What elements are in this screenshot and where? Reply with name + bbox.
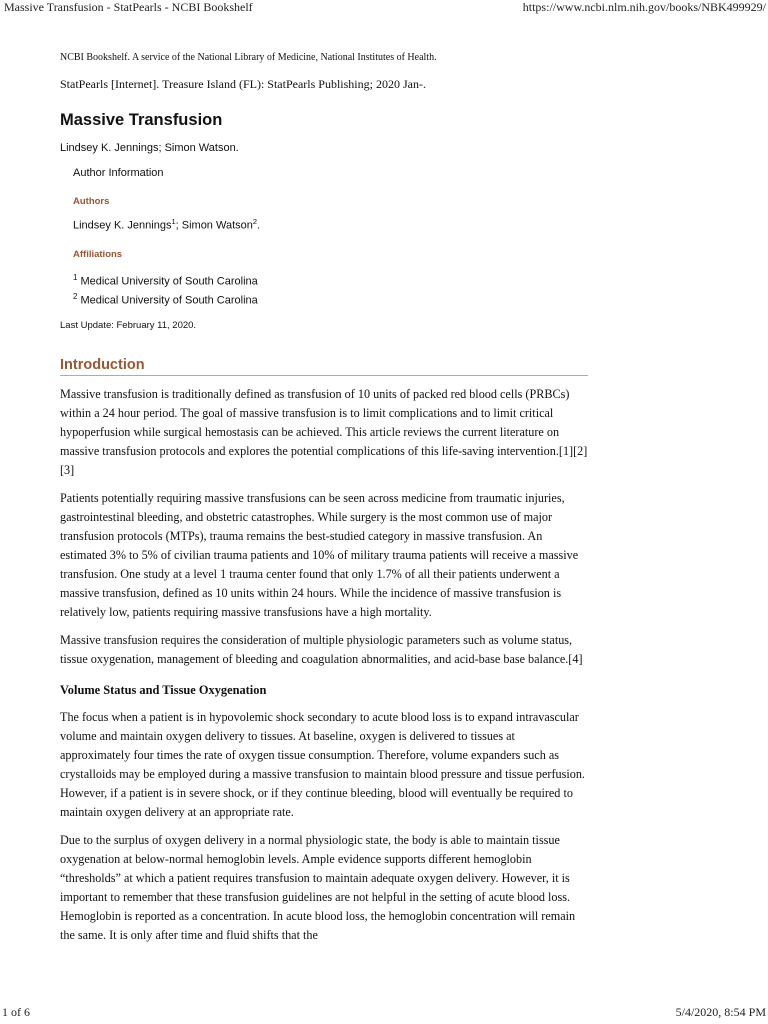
author-information-link[interactable]: Author Information: [73, 167, 164, 179]
print-datetime: 5/4/2020, 8:54 PM: [675, 1005, 766, 1019]
volume-paragraph-2: Due to the surplus of oxygen delivery in a normal physiologic state, the body is able to maintain tissue oxygenation at below-normal hemoglobin levels. Ample evidence supports different hemoglobin “thresholds” at which a patient requires transfusion to maintain adequate oxygen delivery. However, it is important to remember that these transfusion guidelines are not helpful in the setting of acute blood loss. Hemoglobin is reported as a concentration. In acute blood loss, the hemoglobin concentration will remain the same. It is only after time and fluid shifts that the: [60, 832, 576, 942]
author-1-affiliation-ref[interactable]: 1: [171, 217, 176, 226]
authors-list: [73, 217, 588, 232]
intro-paragraph-1: Massive transfusion is traditionally defined as transfusion of 10 units of packed red blood cells (PRBCs) within a 24 hour period. The goal of massive transfusion is to limit complications and to limit critical hypoperfusion while surgical hemostasis can be achieved. This article reviews the current literature on massive transfusion protocols and explores the potential complications of this life-saving intervention.[1][2][3]: [60, 386, 588, 477]
affiliation-1-number: 1: [73, 272, 78, 282]
print-header-url[interactable]: https://www.ncbi.nlm.nih.gov/books/NBK499929/: [522, 0, 766, 14]
author-2-link[interactable]: Simon Watson: [181, 219, 253, 232]
affiliation-1-text: Medical University of South Carolina: [80, 275, 258, 288]
citation-line: StatPearls [Internet]. Treasure Island (FL): StatPearls Publishing; 2020 Jan-.: [60, 77, 426, 91]
authors-heading: Authors: [73, 196, 110, 207]
volume-paragraph-1: The focus when a patient is in hypovolemic shock secondary to acute blood loss is to expand intravascular volume and maintain oxygen delivery to tissues. At baseline, oxygen is delivered to tissues at approximately four times the rate of oxygen tissue consumption. Therefore, volume expanders such as crystalloids may be employed during a massive transfusion to maintain blood pressure and tissue perfusion. However, if a patient is in severe shock, or if they continue bleeding, blood will eventually be required to maintain oxygen delivery at an appropriate rate.: [60, 709, 585, 819]
print-footer: [0, 1004, 768, 1020]
author-2-affiliation-ref[interactable]: 2: [252, 217, 258, 226]
affiliation-2-text: Medical University of South Carolina: [80, 294, 258, 307]
last-update: Last Update: February 11, 2020.: [60, 319, 197, 331]
service-line: NCBI Bookshelf. A service of the National Library of Medicine, National Institutes of Health.: [60, 52, 437, 63]
affiliations-list: [73, 270, 588, 309]
page-count: 1 of 6: [2, 1005, 30, 1019]
article-content: [60, 52, 588, 945]
affiliation-1: [73, 270, 588, 290]
author-separator: ;: [175, 219, 182, 232]
volume-status-heading: Volume Status and Tissue Oxygenation: [60, 682, 267, 697]
authors-end: .: [257, 219, 261, 232]
page-title: Massive Transfusion: [60, 111, 223, 129]
affiliations-heading: Affiliations: [73, 248, 123, 260]
affiliation-2: [73, 289, 588, 309]
intro-paragraph-3: Massive transfusion requires the consideration of multiple physiologic parameters such as volume status, tissue oxygenation, management of bleeding and coagulation abnormalities, and acid-base base balance.[4]: [60, 632, 583, 666]
print-header-title: Massive Transfusion - StatPearls - NCBI Bookshelf: [4, 0, 253, 14]
introduction-heading: Introduction: [60, 357, 588, 376]
print-header: [0, 0, 768, 18]
affiliation-2-number: 2: [73, 292, 78, 302]
author-1-link[interactable]: Lindsey K. Jennings: [73, 219, 172, 232]
intro-paragraph-2: Patients potentially requiring massive transfusions can be seen across medicine from traumatic injuries, gastrointestinal bleeding, and obstetric catastrophes. While surgery is the most common use of major transfusion protocols (MTPs), trauma remains the best-studied category in massive transfusion. An estimated 3% to 5% of civilian trauma patients and 10% of military trauma patients will receive a massive transfusion. One study at a level 1 trauma center found that only 1.7% of all their patients underwent a massive transfusion, defined as 10 units within 24 hours. While the incidence of massive transfusion is relatively low, patients requiring massive transfusions have a high mortality.: [60, 490, 579, 619]
authors-line: Lindsey K. Jennings; Simon Watson.: [60, 142, 239, 154]
